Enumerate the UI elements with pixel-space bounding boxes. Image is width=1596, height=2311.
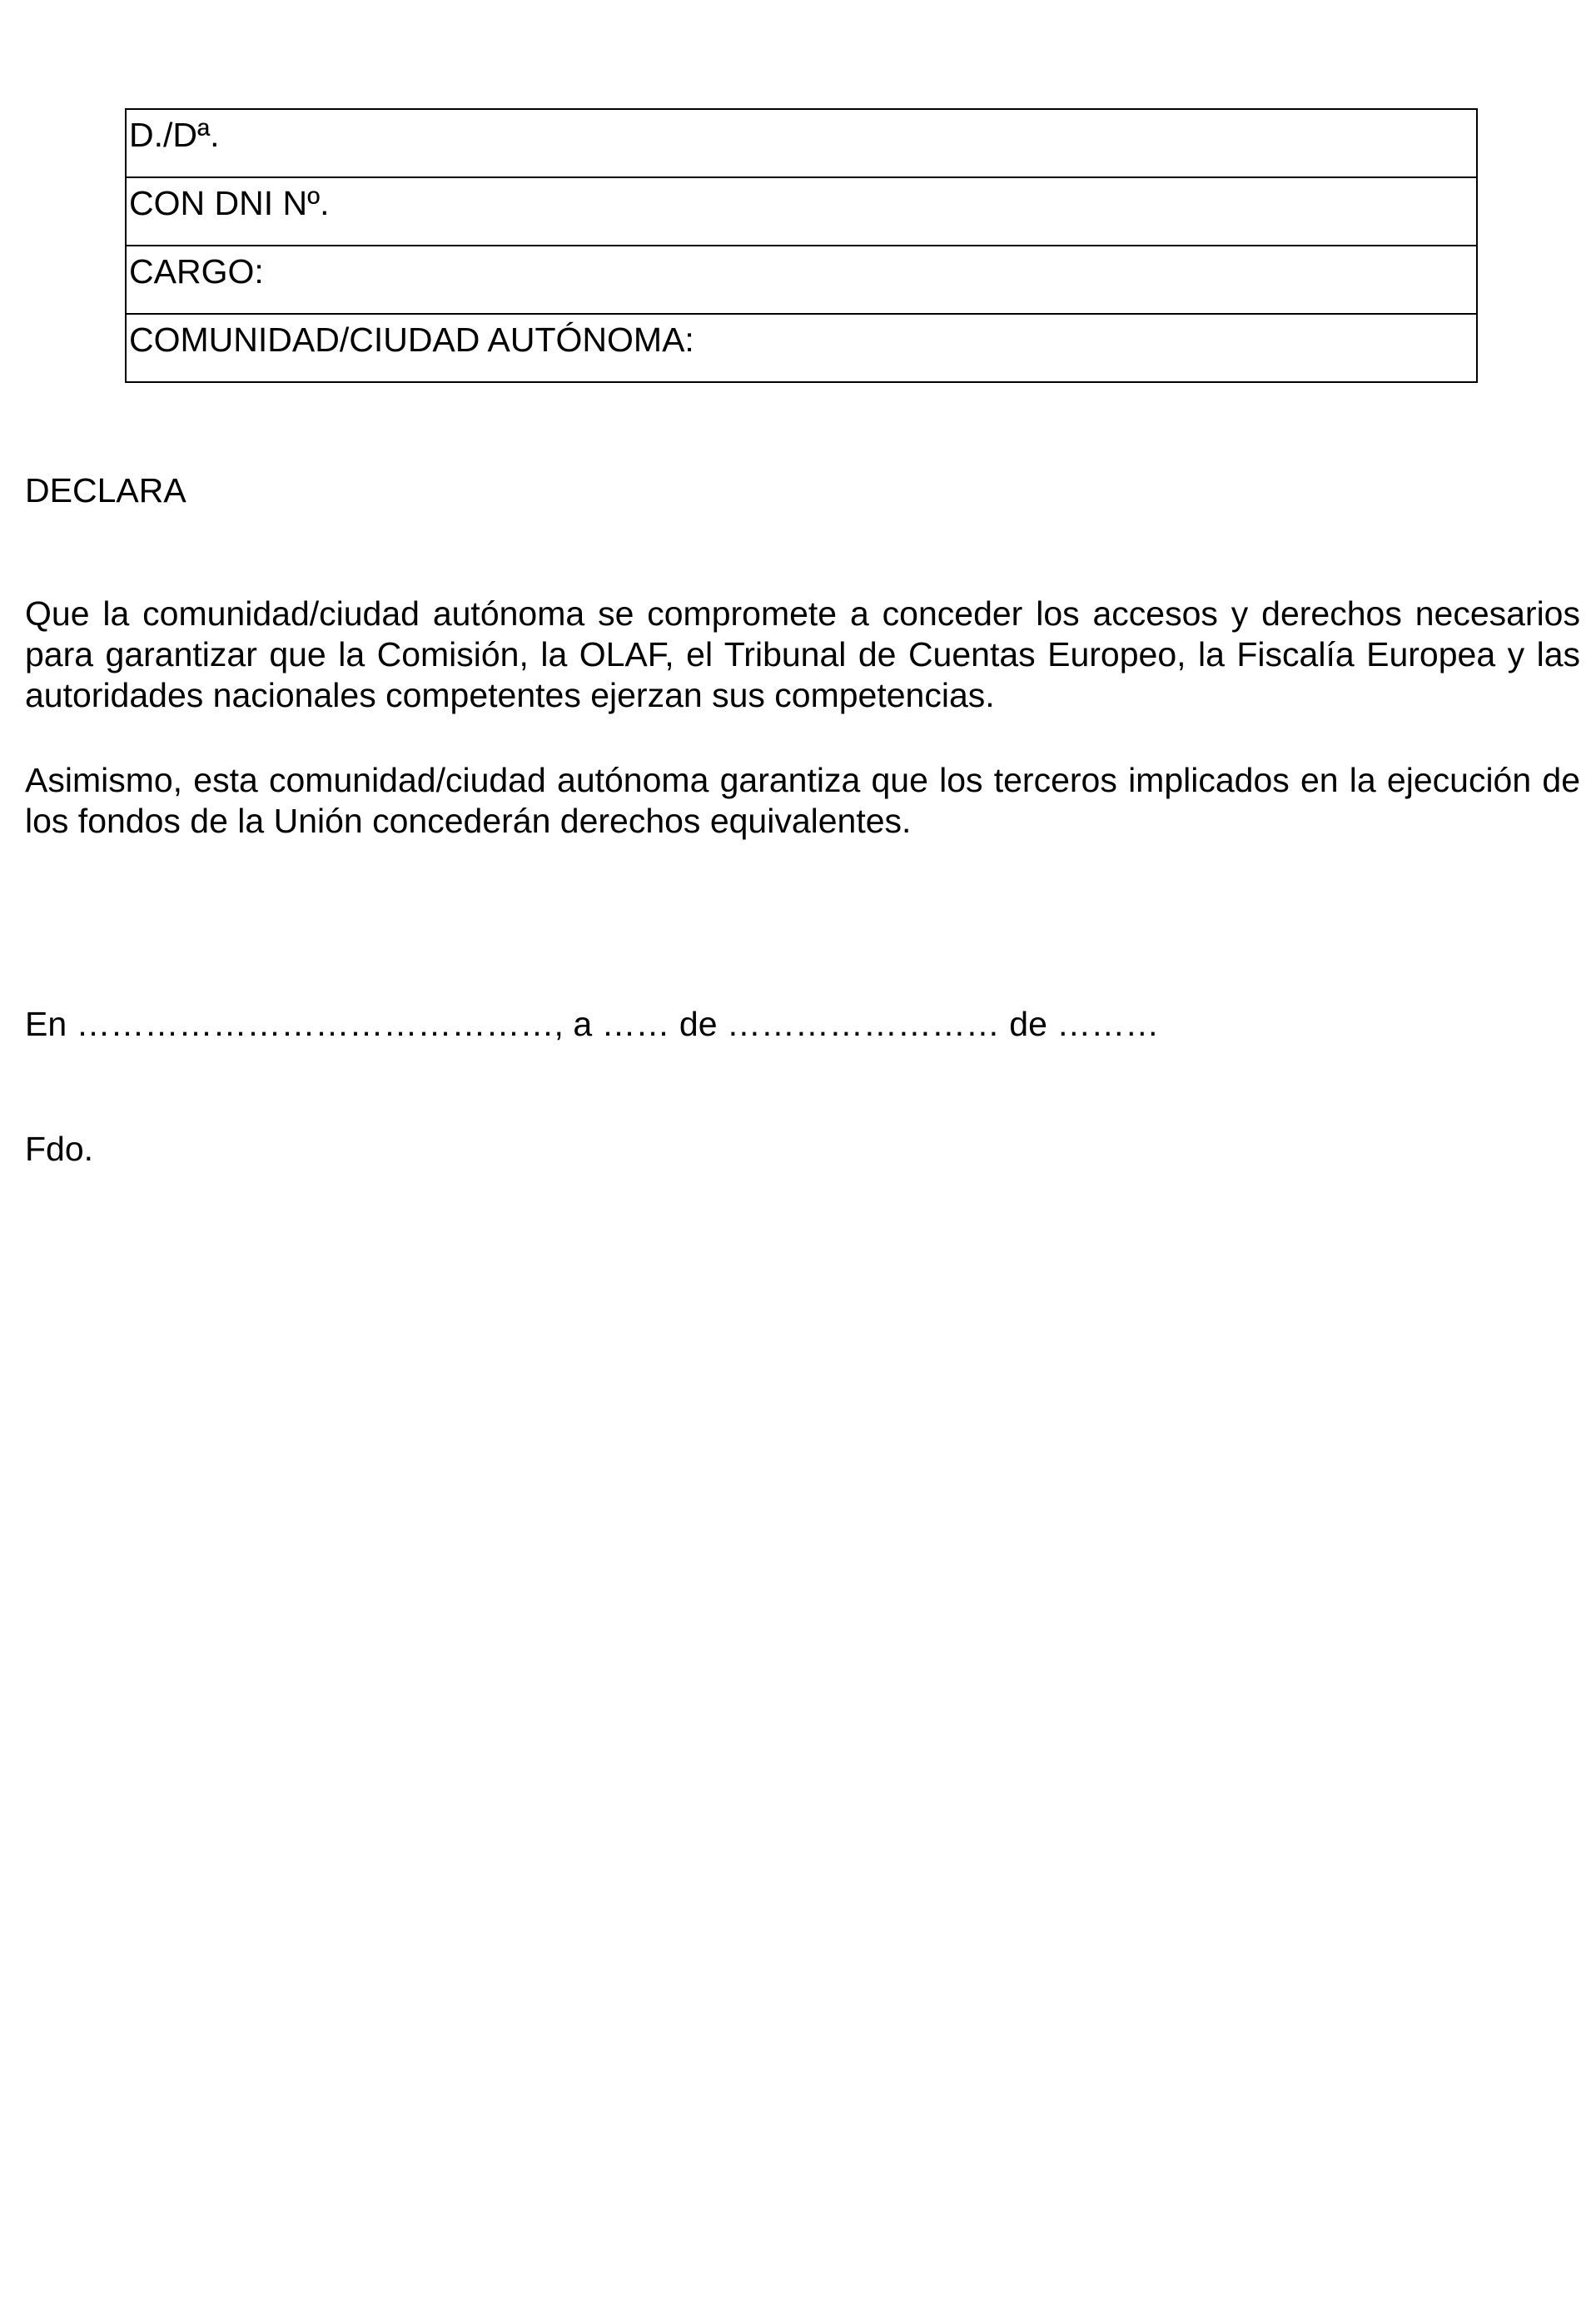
declaration-paragraph-third-parties: Asimismo, esta comunidad/ciudad autónoma garantiza que los terceros implicados en la ejecución de los fondos de la Unión concederán derechos equivalentes. — [25, 761, 1580, 840]
name-field-label: D./Dª. — [129, 116, 220, 154]
region-field[interactable] — [126, 314, 1477, 382]
table-row — [126, 246, 1477, 314]
dni-field[interactable] — [126, 177, 1477, 246]
table-row — [126, 109, 1477, 177]
table-row — [126, 177, 1477, 246]
region-field-label: COMUNIDAD/CIUDAD AUTÓNOMA: — [129, 321, 694, 359]
signature-label: Fdo. — [25, 1130, 94, 1168]
table-row — [126, 314, 1477, 382]
position-field[interactable] — [126, 246, 1477, 314]
identification-table — [125, 108, 1478, 383]
dni-field-label: CON DNI Nº. — [129, 184, 330, 222]
place-date-line: En ……………………………………, a …… de …………………… de ……… — [25, 1005, 1160, 1043]
name-field[interactable] — [126, 109, 1477, 177]
declaration-heading: DECLARA — [25, 471, 186, 509]
declaration-paragraph-access: Que la comunidad/ciudad autónoma se compromete a conceder los accesos y derechos necesarios para garantizar que la Comisión, la OLAF, el Tribunal de Cuentas Europeo, la Fiscalía Europea y las autoridades nacionales competentes ejerzan sus competencias. — [25, 594, 1580, 714]
position-field-label: CARGO: — [129, 252, 264, 291]
